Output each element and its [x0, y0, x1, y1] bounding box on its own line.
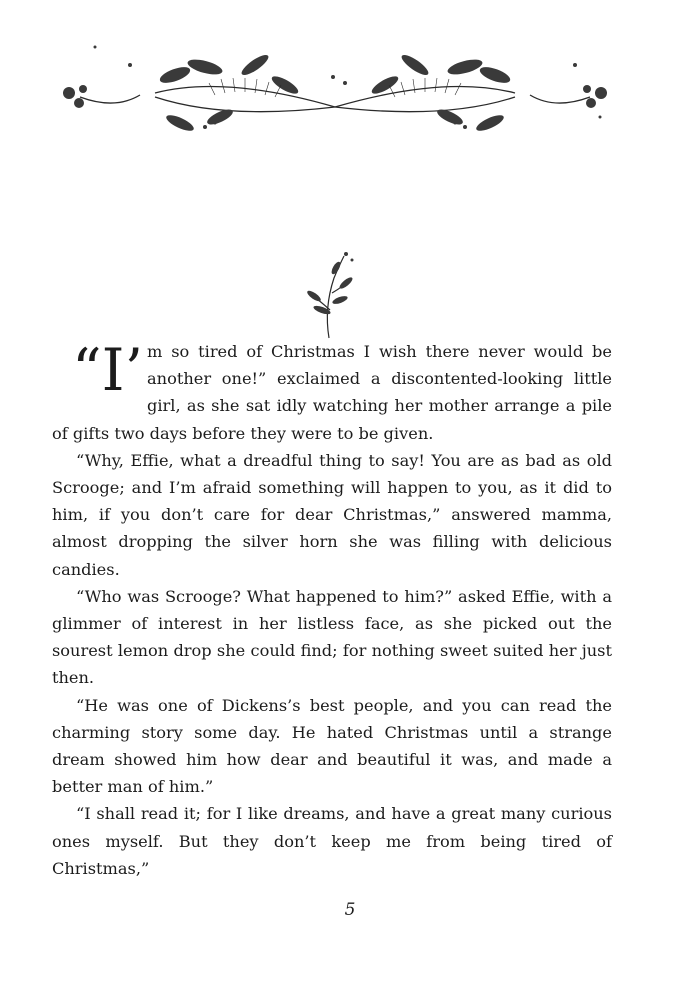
drop-cap: “I’: [72, 336, 143, 404]
pine-berry-garland-icon: [55, 35, 615, 140]
paragraph-5: “I shall read it; for I like dreams, and have a great many curious ones myself. But they don’t keep me from being tired of Christmas,”: [52, 804, 612, 878]
leaf-sprig-icon: [294, 248, 364, 340]
paragraph-2: “Why, Effie, what a dreadful thing to say! You are as bad as old Scrooge; and I’m afraid something will happen to you, as it did to him, if you don’t care for dear Christmas,” answered mamma, almost dropping the silver horn she was filling with delicious candies.: [52, 450, 612, 579]
story-text: [52, 338, 612, 882]
paragraph-3: “Who was Scrooge? What happened to him?” asked Effie, with a glimmer of interest in her listless face, as she picked out the sourest lemon drop she could find; for nothing sweet suited her just then.: [52, 586, 612, 688]
page-number: 5: [344, 900, 356, 920]
paragraph-4: “He was one of Dickens’s best people, and you can read the charming story some day. He hated Christmas until a strange dream showed him how dear and beautiful it was, and made a better man of him.”: [52, 695, 612, 797]
paragraph-1: “I’ m so tired of Christmas I wish there never would be another one!” exclaimed a discontented-looking little girl, as she sat idly watching her mother arrange a pile of gifts two days before they were to be given.: [52, 336, 612, 443]
